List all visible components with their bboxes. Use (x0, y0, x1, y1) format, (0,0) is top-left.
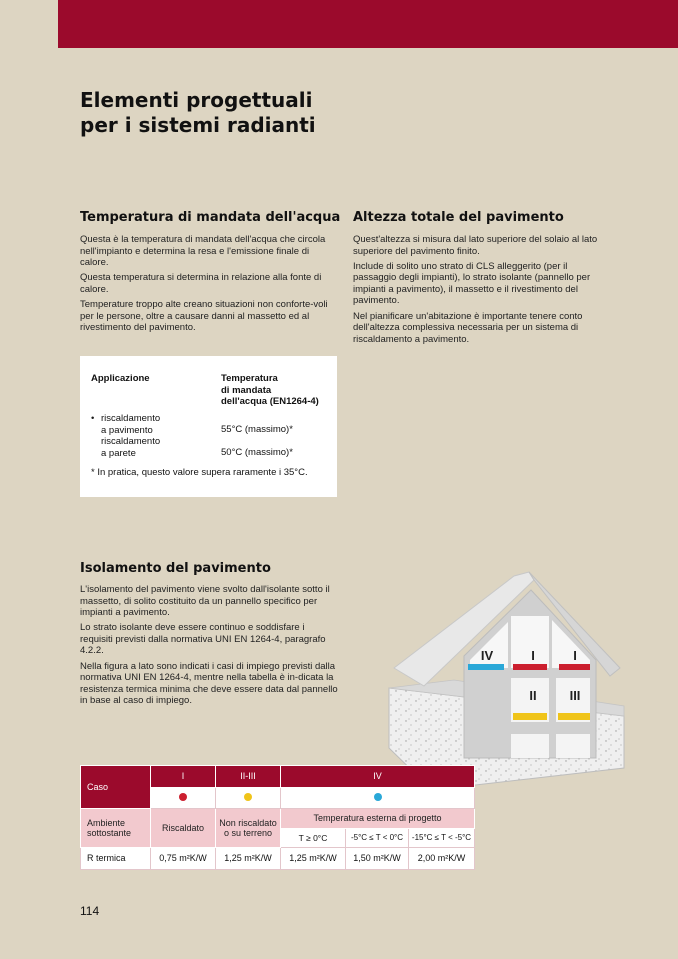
house-label-ii: II (529, 688, 537, 703)
temperatura-paragraph: Questa è la temperatura di mandata dell'acqua che circola nell'impianto e determina la resa e l'emissione finale di calore. (80, 234, 326, 269)
application-wall: riscaldamento a parete (101, 436, 161, 459)
caso-header: Caso (81, 766, 151, 809)
basement-room (511, 734, 549, 758)
caso-col-i: I (151, 766, 216, 788)
house-label-iv: IV (480, 648, 494, 663)
temperature-wall: 50°C (massimo)* (221, 447, 293, 458)
panel-i (513, 664, 547, 670)
caso-col-ii-iii: II-III (216, 766, 281, 788)
house-label-i: I (573, 648, 577, 663)
temperature-header: Temperatura di mandata dell'acqua (EN1264-4) (221, 373, 319, 407)
application-floor: riscaldamento a pavimento (101, 413, 161, 436)
page-number: 114 (80, 904, 100, 918)
non-riscaldato-cell: Non riscaldato o su terreno (216, 809, 281, 848)
isolamento-paragraph: Lo strato isolante deve essere continuo e soddisfare i requisiti previsti dalla normativa UNI EN 1264-4, paragrafo 4.2.2. (80, 622, 326, 657)
application-table (80, 356, 337, 497)
caso-dot-cell (151, 788, 216, 809)
house-illustration (384, 568, 630, 798)
temp-range: T ≥ 0°C (281, 829, 346, 848)
page-title: Elementi progettuali per i sistemi radianti (80, 88, 316, 137)
section-title-altezza: Altezza totale del pavimento (353, 210, 564, 225)
room-i-center (511, 616, 549, 668)
caso-col-iv: IV (281, 766, 475, 788)
temp-esterna-header: Temperatura esterna di progetto (281, 809, 475, 829)
bullet: • (91, 413, 95, 424)
isolamento-paragraph: L'isolamento del pavimento viene svolto dall'isolante sotto il massetto, di solito costituito da un pannello specifico per impianti a pavimento. (80, 584, 330, 619)
r-value: 1,50 m²K/W (346, 848, 409, 870)
panel-iv (468, 664, 504, 670)
temperature-floor: 55°C (massimo)* (221, 424, 293, 435)
panel-ii (513, 713, 547, 720)
temperatura-paragraph: Temperature troppo alte creano situazioni non conforte-voli per le persone, oltre a causare danni al massetto ed al rivestimento del pavimento. (80, 298, 328, 334)
temp-range: -5°C ≤ T < 0°C (346, 829, 409, 848)
r-value: 1,25 m²K/W (281, 848, 346, 870)
riscaldato-cell: Riscaldato (151, 809, 216, 848)
caso-table (80, 765, 475, 870)
r-value: 0,75 m²K/W (151, 848, 216, 870)
r-value: 2,00 m²K/W (409, 848, 475, 870)
temp-range: -15°C ≤ T < -5°C (409, 829, 475, 848)
caso-dot-cell (216, 788, 281, 809)
house-label-i: I (531, 648, 535, 663)
panel-i (559, 664, 590, 670)
altezza-text (353, 234, 611, 349)
yellow-dot (244, 793, 252, 801)
house-label-iii: III (569, 688, 581, 703)
section-title-isolamento: Isolamento del pavimento (80, 561, 271, 576)
altezza-paragraph: Nel pianificare un'abitazione è importante tenere conto dell'altezza complessiva necessaria per un sistema di riscaldamento a pavimento. (353, 310, 583, 345)
header-bar (58, 0, 678, 48)
isolamento-paragraph: Nella figura a lato sono indicati i casi di impiego previsti dalla normativa UNI EN 1264-4, mentre nella tabella è in-dicata la resistenza termica minima che deve essere data dal pannello in base al caso di impiego. (80, 660, 338, 707)
altezza-paragraph: Quest'altezza si misura dal lato superiore del solaio al lato superiore del pavimento finito. (353, 234, 598, 257)
isolamento-text (80, 584, 338, 710)
red-dot (179, 793, 187, 801)
application-footnote: * In pratica, questo valore supera raramente i 35°C. (91, 467, 308, 478)
section-title-temperatura: Temperatura di mandata dell'acqua (80, 210, 341, 225)
basement-room (556, 734, 590, 758)
temperatura-paragraph: Questa temperatura si determina in relazione alla fonte di calore. (80, 272, 322, 295)
panel-iii (558, 713, 590, 720)
temperatura-text (80, 234, 338, 337)
blue-dot (374, 793, 382, 801)
ambiente-label: Ambiente sottostante (81, 809, 151, 848)
caso-dot-cell (281, 788, 475, 809)
r-value: 1,25 m²K/W (216, 848, 281, 870)
r-termica-label: R termica (81, 848, 151, 870)
altezza-paragraph: Include di solito uno strato di CLS alleggerito (per il passaggio degli impianti), lo strato isolante (pannello per impianti a pavimento), il massetto e il rivestimento del pavimento. (353, 260, 591, 307)
application-header: Applicazione (91, 373, 150, 384)
